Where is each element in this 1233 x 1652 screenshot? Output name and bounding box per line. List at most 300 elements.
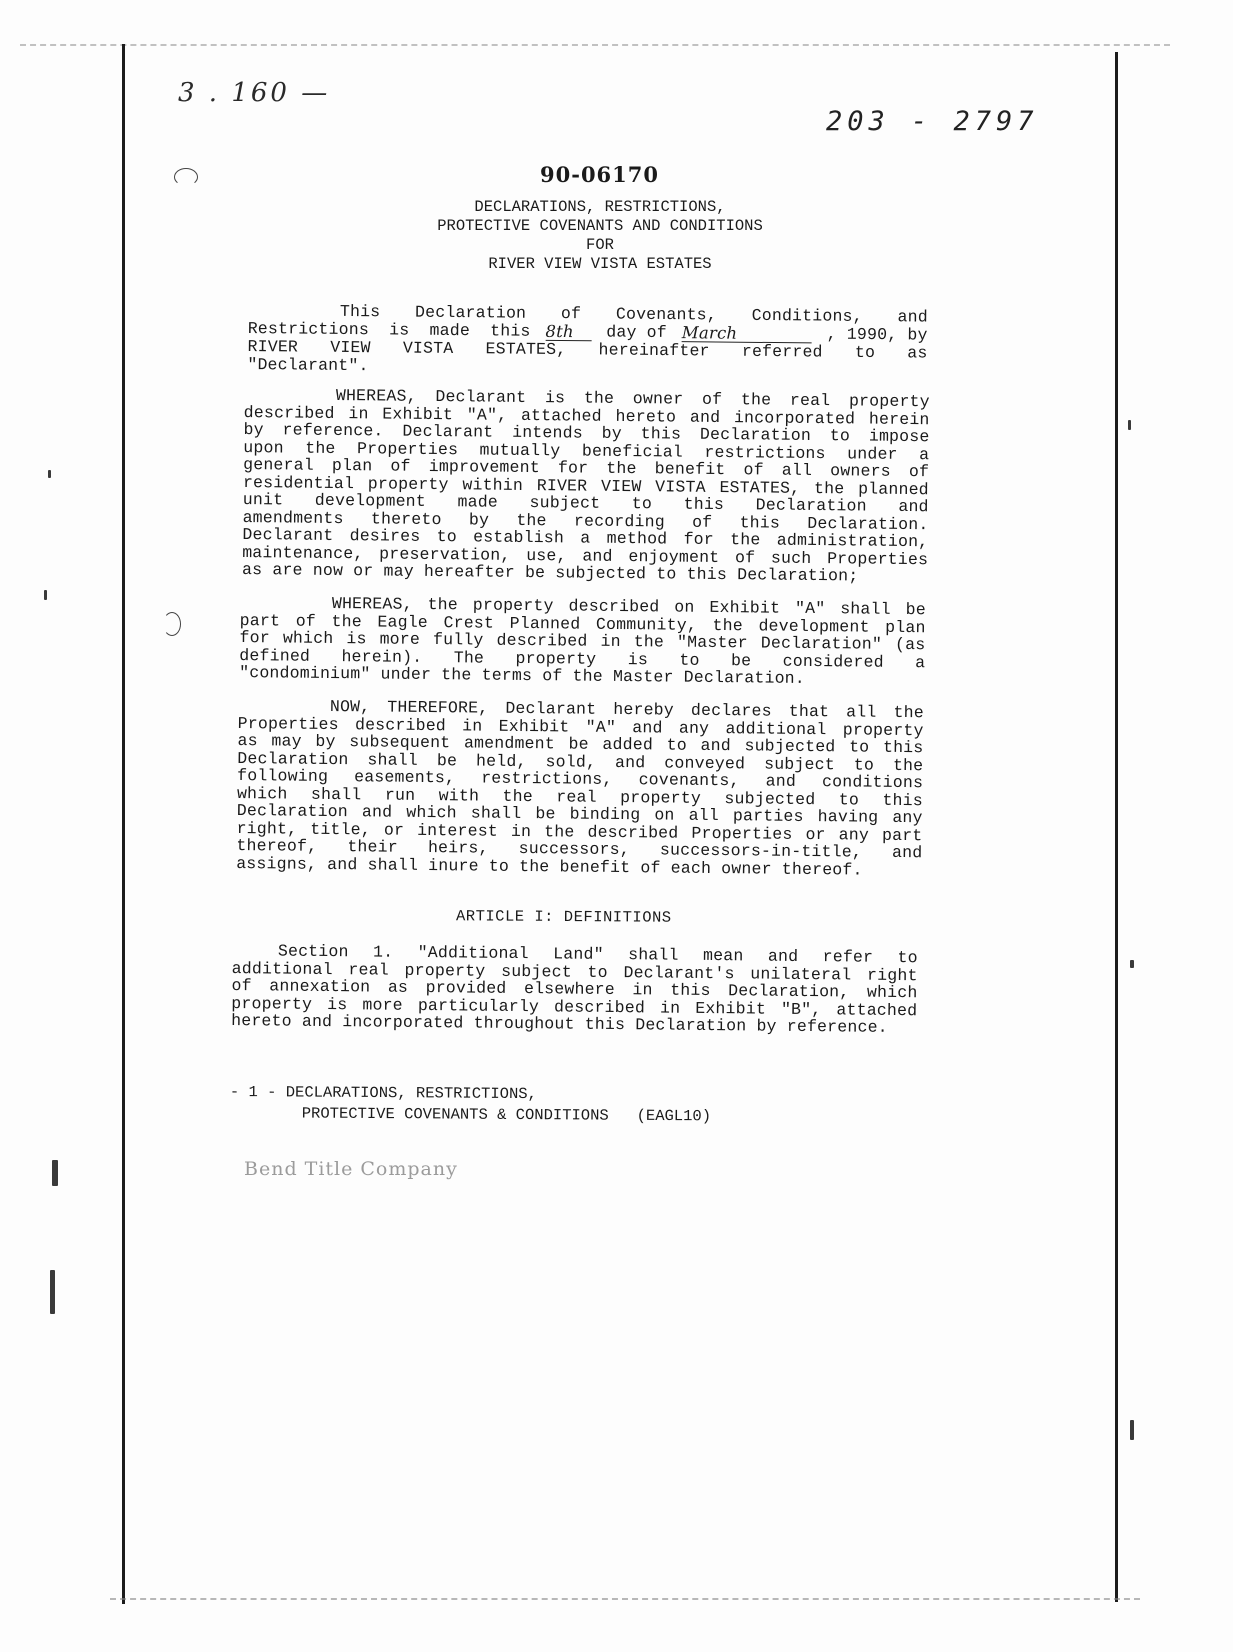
word: be — [524, 562, 556, 583]
word: Exhibit — [709, 597, 781, 618]
word: this — [882, 737, 924, 758]
word: subsequent — [349, 732, 451, 753]
word: amendments — [242, 507, 344, 528]
word: this — [670, 980, 711, 1001]
word: the — [813, 478, 845, 498]
word: method — [606, 528, 668, 549]
word: is — [544, 388, 566, 408]
title-company-stamp: Bend Title Company — [244, 1158, 458, 1180]
word: "Master — [676, 632, 748, 653]
word: held, — [476, 750, 527, 771]
word: is — [627, 649, 649, 669]
word: additional — [231, 958, 333, 979]
word: or — [353, 561, 384, 581]
word: WHEREAS, — [335, 385, 417, 406]
word: subject — [501, 961, 572, 982]
word: and — [361, 802, 393, 822]
word: Exhibit — [498, 716, 570, 736]
word: thereof. — [781, 859, 863, 880]
word: property — [367, 473, 449, 494]
document-title — [340, 198, 860, 274]
word: subject — [764, 754, 835, 774]
recording-number: 90-06170 — [540, 162, 659, 187]
word: property — [842, 719, 924, 740]
word: unit — [242, 489, 284, 510]
word: Declaration, — [728, 981, 850, 1002]
word: of — [743, 460, 764, 480]
word: all — [781, 460, 813, 480]
footer-line: PROTECTIVE COVENANTS & CONDITIONS (EAGL10) — [301, 1104, 712, 1126]
word: to — [488, 856, 520, 876]
whereas-paragraph-2 — [239, 594, 926, 689]
word: and — [891, 842, 923, 863]
word: and — [614, 752, 646, 772]
word: throughout — [473, 1013, 585, 1034]
word: be — [568, 734, 589, 754]
footer-line: - 1 - DECLARATIONS, RESTRICTIONS, — [229, 1083, 537, 1104]
word: the — [606, 458, 637, 479]
word: incorporated — [733, 407, 856, 428]
intro-line: Restrictions is made this 8th day of March , 1990, by — [247, 318, 928, 345]
word: shall — [840, 599, 891, 619]
word: interest — [417, 820, 499, 841]
word: real — [556, 786, 597, 807]
word: and — [767, 946, 799, 966]
word: recording — [573, 510, 665, 531]
word: and — [327, 854, 368, 874]
scan-speck — [52, 1160, 58, 1186]
word: mean — [702, 945, 744, 966]
word: successors-in-title, — [659, 840, 863, 862]
word: a — [919, 444, 930, 464]
word: to — [656, 564, 687, 584]
word: are — [272, 560, 313, 580]
word: of — [542, 666, 573, 686]
word: subject — [529, 492, 601, 513]
word: benefit — [654, 459, 726, 480]
intro-line: RIVER VIEW VISTA ESTATES, hereinafter referred to as — [247, 336, 928, 363]
scan-speck — [44, 590, 47, 600]
word: which — [406, 802, 457, 823]
word: refer — [822, 947, 874, 967]
word: plan — [331, 455, 373, 476]
word: by — [243, 419, 264, 440]
word: upon — [243, 437, 284, 457]
word: declares — [690, 700, 772, 721]
word: described — [243, 402, 335, 423]
title-line: PROTECTIVE COVENANTS AND CONDITIONS — [437, 217, 763, 235]
word: is — [327, 994, 348, 1014]
word: Exhibit — [382, 403, 454, 424]
word: in — [462, 715, 483, 736]
word: inure — [428, 855, 489, 876]
word: plan — [885, 617, 926, 637]
word: Declaration — [237, 748, 349, 769]
word: terms — [481, 665, 543, 686]
word: of — [640, 857, 671, 878]
word: right, — [236, 818, 298, 839]
word: shall — [628, 945, 679, 965]
word: the — [519, 856, 560, 876]
word: be — [730, 650, 752, 670]
word: under — [847, 443, 898, 464]
word: now — [312, 560, 354, 581]
word: the — [740, 390, 772, 410]
word: reference. — [786, 1016, 888, 1037]
word: (as — [894, 634, 926, 655]
word: property — [848, 391, 930, 412]
word: the — [305, 438, 336, 458]
word: for — [239, 627, 270, 648]
scan-speck — [50, 1270, 55, 1314]
word: development — [758, 615, 870, 637]
whereas-paragraph-1 — [242, 386, 930, 586]
intro-line: "Declarant". — [247, 354, 369, 375]
word: this — [683, 494, 725, 515]
word: the — [544, 821, 575, 842]
word: attached — [836, 999, 918, 1020]
word: a — [915, 652, 926, 672]
word: this — [640, 424, 682, 444]
word: maintenance, — [242, 542, 364, 563]
scan-border-left — [122, 44, 125, 1604]
word: the — [427, 594, 459, 615]
word: the — [516, 510, 547, 530]
word: Declaration; — [737, 565, 859, 586]
word: a — [580, 528, 591, 548]
word: be — [905, 599, 926, 620]
word: Declarant — [505, 698, 597, 719]
word: and — [765, 771, 797, 791]
word: administration, — [776, 530, 929, 552]
word: Properties — [356, 438, 459, 459]
word: this — [584, 1014, 636, 1035]
word: may — [383, 561, 425, 581]
word: and — [700, 735, 731, 756]
word: Declarant — [435, 387, 527, 407]
word: The — [453, 647, 485, 668]
word: the — [892, 755, 924, 775]
word: development — [314, 490, 427, 511]
word: improvement — [428, 456, 540, 478]
word: which — [866, 982, 918, 1003]
scan-border-right — [1115, 52, 1118, 1602]
word: VISTA — [655, 476, 706, 497]
word: and — [689, 407, 721, 427]
intro-line: This Declaration of Covenants, Conditions, and — [339, 301, 928, 327]
word: "A", — [466, 404, 508, 425]
word: their — [347, 837, 398, 857]
word: be — [535, 804, 556, 824]
word: assigns, — [236, 853, 328, 874]
scan-border-bottom — [110, 1598, 1140, 1600]
word: intends — [512, 422, 583, 443]
word: property — [620, 787, 702, 808]
word: parties — [732, 806, 804, 826]
word: provided — [425, 978, 507, 998]
word: general — [243, 454, 314, 475]
word: Exhibit — [695, 998, 767, 1019]
word: shall — [310, 784, 362, 804]
scan-speck — [1128, 420, 1131, 430]
word: by — [468, 509, 490, 530]
word: more — [362, 994, 403, 1015]
punch-hole-mark — [163, 612, 181, 636]
word: of — [692, 512, 713, 532]
word: and — [898, 496, 929, 517]
word: of — [231, 975, 252, 996]
word: incorporated — [342, 1012, 474, 1033]
word: any — [892, 807, 923, 828]
word: subjected — [555, 563, 657, 584]
word: by — [756, 1016, 787, 1036]
word: made — [457, 492, 499, 512]
word: to — [829, 426, 851, 446]
word: on — [654, 805, 675, 825]
word: hereafter — [423, 561, 526, 582]
word: establish — [473, 527, 565, 548]
word: Declarant's — [623, 962, 735, 983]
word: unilateral — [750, 963, 852, 984]
word: Section — [277, 941, 349, 962]
scan-speck — [1130, 1420, 1134, 1440]
word: easements, — [354, 767, 456, 788]
word: described — [554, 996, 646, 1017]
word: heirs, — [427, 837, 489, 858]
word: shall — [470, 803, 522, 823]
word: in — [600, 631, 621, 651]
word: all — [846, 702, 877, 722]
word: more — [379, 629, 421, 649]
word: Properties — [827, 548, 929, 569]
word: Crest — [443, 612, 495, 633]
word: "Additional — [417, 942, 529, 964]
section-1-paragraph — [231, 942, 918, 1037]
word: owner — [721, 858, 782, 879]
word: owner — [632, 389, 684, 409]
word: in — [348, 403, 369, 423]
word: for — [683, 529, 715, 549]
word: the — [502, 786, 533, 806]
word: to — [853, 754, 875, 775]
word: binding — [569, 804, 641, 825]
scan-speck — [1130, 960, 1134, 968]
word: described — [354, 714, 447, 735]
word: to — [436, 527, 457, 547]
word: having — [817, 807, 879, 827]
word: for — [557, 458, 589, 478]
word: restrictions, — [481, 768, 613, 789]
word: sold, — [545, 751, 597, 772]
word: Properties — [691, 823, 793, 844]
word: Master — [612, 666, 684, 687]
word: Planned — [509, 613, 581, 634]
word: this — [686, 564, 738, 585]
now-therefore-paragraph — [236, 697, 924, 879]
word: fully — [432, 630, 484, 650]
word: the — [572, 666, 614, 686]
intro-paragraph — [247, 302, 928, 380]
word: as — [237, 730, 258, 751]
word: to — [587, 962, 608, 982]
word: impose — [868, 426, 930, 447]
word: this — [739, 512, 781, 533]
word: benefit — [559, 856, 641, 877]
word: or — [383, 820, 405, 840]
word: added — [602, 734, 654, 755]
word: reference. — [282, 420, 384, 441]
word: of — [908, 461, 930, 482]
word: of — [295, 611, 317, 631]
page-footer — [230, 1082, 712, 1127]
word: Properties — [237, 713, 339, 734]
word: Declaration" — [760, 633, 883, 654]
word: with — [438, 785, 480, 806]
word: which — [282, 628, 334, 648]
word: of — [390, 456, 411, 476]
word: the — [633, 632, 665, 652]
word: which — [236, 783, 288, 804]
word: and — [632, 717, 663, 737]
word: in — [632, 980, 653, 1000]
word: conveyed — [664, 752, 746, 773]
word: shall — [367, 749, 419, 770]
word: VIEW — [600, 476, 642, 496]
word: use, — [526, 545, 567, 565]
word: any — [678, 718, 710, 738]
word: subjected — [724, 788, 816, 809]
word: on — [674, 597, 695, 617]
word: planned — [858, 478, 929, 499]
word: right — [866, 965, 918, 985]
word: of — [734, 547, 756, 567]
word: as — [241, 559, 273, 580]
handwritten-reference: 3 . 160 — — [178, 78, 331, 108]
word: Land" — [553, 944, 604, 964]
word: Declarant — [402, 421, 494, 442]
word: annexation — [269, 976, 371, 997]
word: subjected — [744, 736, 836, 757]
word: successors, — [518, 838, 630, 860]
word: thereof, — [236, 835, 318, 856]
word: the — [893, 702, 924, 723]
word: conditions — [821, 772, 924, 793]
book-page-stamp: 203 - 2797 — [826, 106, 1039, 137]
word: this — [882, 790, 924, 810]
word: the — [712, 615, 744, 635]
word: the — [730, 530, 761, 550]
word: described — [568, 596, 660, 617]
word: may — [271, 731, 302, 751]
word: amendment — [463, 733, 556, 754]
word: and — [582, 546, 613, 566]
word: elsewhere — [523, 979, 616, 1000]
word: "condominium" — [239, 662, 381, 684]
word: in — [510, 821, 532, 841]
word: property — [404, 960, 486, 981]
word: residential — [242, 472, 355, 493]
word: to — [679, 650, 700, 670]
word: to — [631, 494, 653, 514]
word: restrictions — [704, 442, 826, 463]
word: part — [881, 825, 923, 845]
word: as — [387, 977, 409, 997]
title-line: FOR — [586, 236, 614, 254]
word: ESTATES, — [719, 477, 801, 498]
word: is — [346, 629, 367, 649]
word: within — [462, 474, 524, 495]
word: property — [515, 648, 597, 669]
word: THEREFORE, — [387, 697, 489, 718]
month-fill-in: March — [682, 324, 812, 344]
word: Declaration. — [807, 513, 929, 534]
word: the — [583, 388, 615, 408]
article-heading: ARTICLE I: DEFINITIONS — [455, 907, 672, 927]
title-line: DECLARATIONS, RESTRICTIONS, — [474, 198, 726, 216]
word: by — [315, 731, 336, 752]
word: beneficial — [581, 441, 684, 462]
word: Declaration — [236, 800, 349, 822]
word: Community, — [595, 614, 698, 635]
word: particularly — [417, 995, 540, 1016]
word: RIVER — [536, 475, 588, 496]
word: mutually — [479, 439, 561, 460]
word: hereto — [615, 406, 677, 427]
word: WHEREAS, — [331, 593, 413, 614]
word: considered — [782, 651, 884, 672]
word: Declaration — [755, 495, 867, 516]
word: Declaration — [699, 424, 812, 445]
title-line: RIVER VIEW VISTA ESTATES — [488, 255, 712, 273]
word: attached — [520, 405, 602, 426]
word: such — [770, 548, 812, 568]
scan-speck — [48, 470, 51, 478]
word: to — [849, 737, 870, 757]
word: "B", — [780, 999, 822, 1019]
word: owners — [830, 461, 891, 481]
word: part — [239, 610, 281, 630]
word: 1. — [372, 942, 394, 962]
word: following — [237, 765, 329, 786]
word: by — [601, 423, 622, 443]
word: desires — [349, 526, 421, 546]
word: shall — [367, 854, 429, 875]
word: "A" — [585, 717, 617, 737]
word: each — [670, 858, 722, 878]
word: Declaration. — [683, 667, 806, 688]
word: Declaration — [635, 1015, 757, 1036]
word: to — [897, 947, 918, 968]
word: real — [348, 959, 389, 980]
word: or — [805, 824, 826, 844]
word: Eagle — [377, 611, 429, 632]
word: "A" — [794, 598, 826, 619]
word: described — [587, 822, 679, 843]
word: under — [380, 664, 442, 685]
word: that — [788, 701, 830, 722]
word: hereby — [613, 699, 675, 720]
word: and — [301, 1011, 343, 1032]
word: enjoyment — [628, 546, 720, 567]
word: thereto — [370, 508, 442, 529]
word: all — [688, 805, 720, 826]
word: be — [436, 750, 458, 770]
word: the — [441, 665, 482, 685]
word: NOW, — [329, 696, 371, 717]
word: defined — [239, 645, 311, 666]
word: of — [701, 389, 723, 410]
word: run — [384, 785, 416, 805]
